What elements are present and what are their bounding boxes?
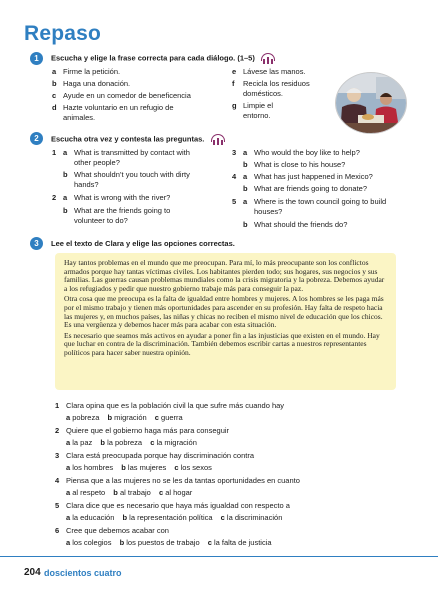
question-2: 2 Quiere que el gobierno haga más para conseguir <box>55 426 230 435</box>
footer-divider <box>0 556 438 557</box>
exercise-2-question-5b: b What should the friends do? <box>243 220 348 229</box>
exercise-1-item-a: a Firme la petición. <box>52 67 121 76</box>
reading-paragraph-2: Otra cosa que me preocupa es la falta de igualdad entre hombres y mujeres. A los hombres se les paga más por el mismo trabajo y tienen más oportunidades para ascender en su profesión. Hay falta de respeto hacia las mujeres y, en muchos países, las niñas y chicas no reciben el mismo nivel de educación que los chicos. Es una vergüenza y debemos hacer más para acabar con esta situación. <box>64 294 384 330</box>
option-4a: a al respeto <box>66 488 106 497</box>
question-5-options <box>66 513 288 522</box>
question-3: 3 Clara está preocupada porque hay discriminación contra <box>55 451 255 460</box>
option-4c: c al hogar <box>158 488 193 497</box>
question-5: 5 Clara dice que es necesario que haya más igualdad con respecto a <box>55 501 290 510</box>
exercise-2-question-4b: b What are friends going to donate? <box>243 184 367 193</box>
reading-paragraph-1: Hay tantos problemas en el mundo que me preocupan. Para mí, lo más preocupante son los conflictos armados porque hay tantas víctimas civiles. Los habitantes pierden todo; sus hogares, sus negocios y sus familias. Las guerras causan problemas mundiales como la crisis migratoria y la pobreza. Debemos ayudar a los refugiados y pedir que nuestro gobierno trabaje más para conseguir la paz. <box>64 258 385 293</box>
option-2b: b la pobreza <box>100 438 143 447</box>
exercise-number-1: 1 <box>30 52 43 65</box>
exercise-1-item-d: d Hazte voluntario en un refugio de animales. <box>52 103 174 122</box>
reading-text-box <box>55 253 396 390</box>
exercise-2-question-2b: b What are the friends going to volunteer to do? <box>63 206 171 225</box>
exercise-number-2: 2 <box>30 132 43 145</box>
option-1c: c guerra <box>154 413 183 422</box>
option-5b: b la representación política <box>122 513 213 522</box>
option-1b: b migración <box>107 413 147 422</box>
option-6b: b los puestos de trabajo <box>119 538 200 547</box>
exercise-2-question-2a: 2 a What is wrong with the river? <box>52 193 171 202</box>
option-5c: c la discriminación <box>220 513 283 522</box>
question-6: 6 Cree que debemos acabar con <box>55 526 169 535</box>
audio-icon[interactable] <box>210 134 226 145</box>
question-4-options <box>66 488 198 497</box>
exercise-1-item-e: e Lávese las manos. <box>232 67 306 76</box>
exercise-2-question-3b: b What is close to his house? <box>243 160 346 169</box>
option-3c: c los sexos <box>174 463 212 472</box>
question-1-options <box>66 413 189 422</box>
volunteers-photo <box>335 72 407 134</box>
option-1a: a pobreza <box>66 413 100 422</box>
option-2c: c la migración <box>150 438 197 447</box>
exercise-3-instruction: Lee el texto de Clara y elige las opciones correctas. <box>51 239 235 248</box>
question-2-options <box>66 438 203 447</box>
exercise-2-instruction <box>51 134 226 145</box>
question-3-options <box>66 463 218 472</box>
exercise-2-instruction-text: Escucha otra vez y contesta las preguntas. <box>51 134 205 144</box>
option-3a: a los hombres <box>66 463 114 472</box>
exercise-number-3: 3 <box>30 237 43 250</box>
exercise-2-question-1a: 1 a What is transmitted by contact with other people? <box>52 148 190 167</box>
option-3b: b las mujeres <box>121 463 167 472</box>
exercise-2-question-3a: 3 a Who would the boy like to help? <box>232 148 360 157</box>
exercise-1-item-g: g Limpie el entorno. <box>232 101 274 120</box>
page-number-words: doscientos cuatro <box>44 568 122 578</box>
audio-icon[interactable] <box>260 53 276 64</box>
option-4b: b al trabajo <box>113 488 151 497</box>
question-1: 1 Clara opina que es la población civil la que sufre más cuando hay <box>55 401 285 410</box>
reading-paragraph-3: Es necesario que seamos más activos en ayudar a poner fin a las injusticias que existen en el mundo. Hay que luchar en contra de la discriminación. También debemos escribir cartas a nuestros representantes políticos para hacer saber nuestra opinión. <box>64 330 380 357</box>
exercise-1-instruction-text: Escucha y elige la frase correcta para cada diálogo. (1–5) <box>51 53 255 63</box>
page-number: 204 <box>24 567 41 578</box>
exercise-2-question-5a: 5 a Where is the town council going to build houses? <box>232 197 387 216</box>
exercise-1-item-c: c Ayude en un comedor de beneficencia <box>52 91 191 100</box>
option-6c: c la falta de justicia <box>207 538 272 547</box>
option-6a: a los colegios <box>66 538 112 547</box>
exercise-2-question-4a: 4 a What has just happened in Mexico? <box>232 172 373 181</box>
exercise-2-question-1b: b What shouldn’t you touch with dirty hands? <box>63 170 190 189</box>
exercise-1-item-b: b Haga una donación. <box>52 79 131 88</box>
page-title: Repaso <box>24 22 102 45</box>
option-5a: a la educación <box>66 513 115 522</box>
question-6-options <box>66 538 278 547</box>
exercise-1-instruction <box>51 53 276 64</box>
question-4: 4 Piensa que a las mujeres no se les da tantas oportunidades en cuanto <box>55 476 300 485</box>
option-2a: a la paz <box>66 438 93 447</box>
exercise-1-item-f: f Recicla los residuos domésticos. <box>232 79 310 98</box>
